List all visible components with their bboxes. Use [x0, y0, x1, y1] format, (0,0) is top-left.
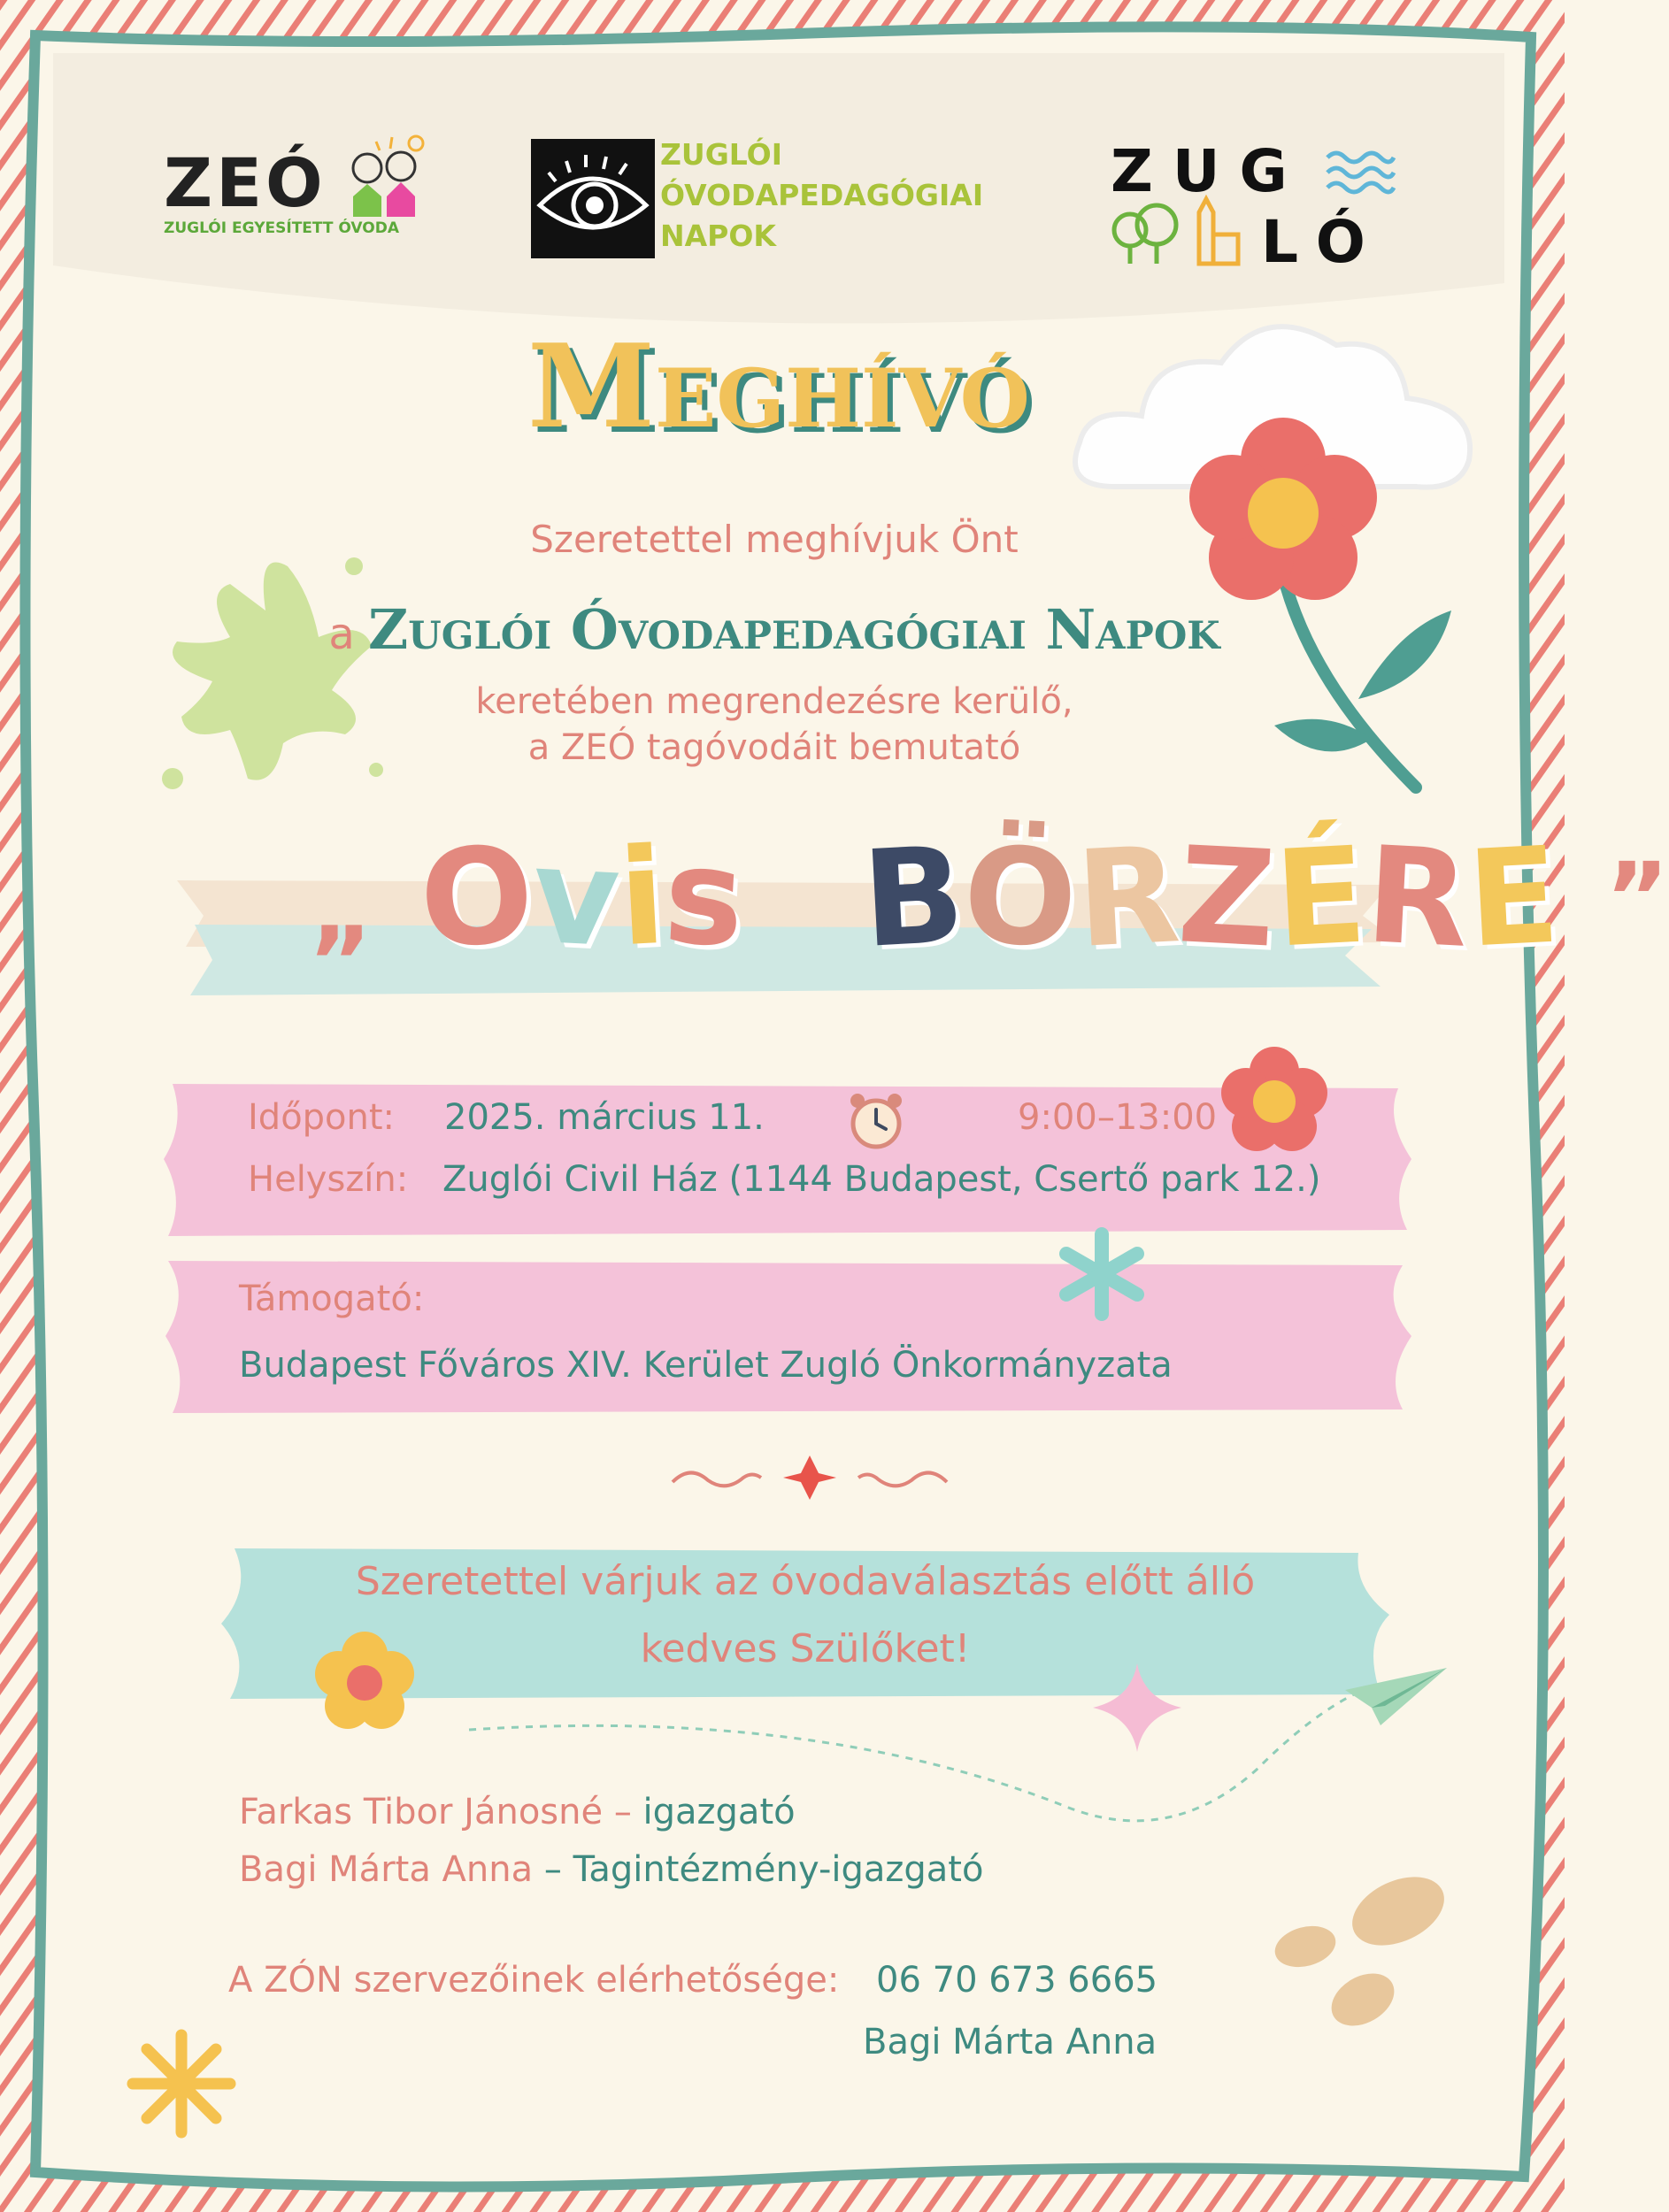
alarm-clock-icon	[845, 1090, 907, 1152]
signature-2-name: Bagi Márta Anna	[239, 1849, 534, 1890]
borzere-letter-6: R	[1362, 818, 1473, 978]
contact-phone: 06 70 673 6665	[876, 1960, 1158, 2001]
sponsor-label: Támogató:	[239, 1279, 425, 1319]
church-icon	[1188, 195, 1242, 265]
signature-1-role: igazgató	[642, 1792, 796, 1832]
welcome-line-2: kedves Szülőket!	[640, 1626, 971, 1671]
event-name: Zuglói Óvodapedagógiai Napok	[368, 597, 1220, 662]
zeo-logo	[164, 133, 429, 248]
intro-line-4: a ZEÓ tagóvodáit bemutató	[527, 727, 1021, 768]
intro-line-3: keretében megrendezésre kerülő,	[475, 681, 1073, 722]
borzere-letter-1: B	[858, 818, 968, 978]
headline	[310, 796, 1669, 1000]
asterisk-star-icon	[1053, 1225, 1150, 1323]
yellow-flower-decoration	[305, 1624, 425, 1743]
borzere-letter-3: R	[1073, 818, 1183, 978]
ovis-letter-2: v	[528, 818, 624, 978]
seeds-decoration	[1265, 1867, 1460, 2035]
signature-2	[239, 1849, 983, 1890]
zeo-logo-subtitle: ZUGLÓI EGYESÍTETT ÓVODA	[164, 219, 399, 237]
zon-logo-line1: ZUGLÓI	[660, 137, 782, 172]
zeo-logo-text: ZEÓ	[164, 143, 327, 222]
intro-line-2-prefix: a	[328, 610, 355, 659]
details-ribbon-2	[155, 1252, 1420, 1420]
zon-logo-line2: ÓVODAPEDAGÓGIAI	[660, 178, 984, 212]
headline-word-ovis	[416, 818, 749, 979]
zuglo-logo-top: ZUG	[1111, 137, 1307, 205]
headline-close-quote: ”	[1604, 841, 1669, 955]
place-value: Zuglói Civil Ház (1144 Budapest, Csertő park 12.)	[442, 1159, 1321, 1200]
welcome-line-1: Szeretettel várjuk az óvodaválasztás előtt álló	[355, 1559, 1256, 1604]
zon-logo	[531, 137, 1027, 261]
signature-2-separator: –	[543, 1849, 562, 1890]
contact-label: A ZÓN szervezőinek elérhetősége:	[228, 1960, 840, 2001]
ovis-letter-3: i	[615, 819, 669, 977]
trees-icon	[1111, 204, 1181, 265]
time-value: 9:00–13:00	[1018, 1097, 1218, 1138]
yellow-asterisk-icon	[124, 2026, 239, 2141]
intro-line-2	[221, 597, 1327, 662]
contact-name: Bagi Márta Anna	[863, 2022, 1158, 2062]
sponsor-value: Budapest Főváros XIV. Kerület Zugló Önkormányzata	[239, 1345, 1173, 1386]
eye-icon	[531, 139, 655, 258]
zuglo-logo	[1111, 137, 1411, 276]
zon-logo-line3: NAPOK	[660, 219, 776, 253]
small-flower-decoration	[1208, 1035, 1341, 1168]
signature-2-role: Tagintézmény-igazgató	[573, 1849, 984, 1890]
signature-1-separator: –	[613, 1792, 632, 1832]
date-label: Időpont:	[248, 1097, 396, 1138]
ovis-letter-1: O	[416, 818, 537, 979]
ovis-letter-4: s	[660, 818, 749, 978]
page-title: Meghívó	[527, 319, 1030, 454]
signature-1	[239, 1792, 796, 1832]
intro-line-1: Szeretettel meghívjuk Önt	[530, 518, 1019, 561]
borzere-letter-5: É	[1271, 818, 1371, 978]
ornament-divider	[664, 1447, 956, 1509]
signature-1-name: Farkas Tibor Jánosné	[239, 1792, 604, 1832]
borzere-letter-4: Z	[1174, 818, 1280, 978]
borzere-letter-7: E	[1464, 818, 1564, 978]
headline-open-quote: „	[310, 853, 374, 966]
waves-icon	[1323, 144, 1394, 197]
children-figures-icon	[341, 133, 429, 221]
place-label: Helyszín:	[248, 1159, 409, 1200]
date-value: 2025. március 11.	[444, 1097, 765, 1138]
zuglo-logo-bottom: LÓ	[1261, 208, 1385, 276]
borzere-letter-2: Ö	[959, 818, 1081, 979]
headline-word-borzere	[858, 818, 1564, 979]
